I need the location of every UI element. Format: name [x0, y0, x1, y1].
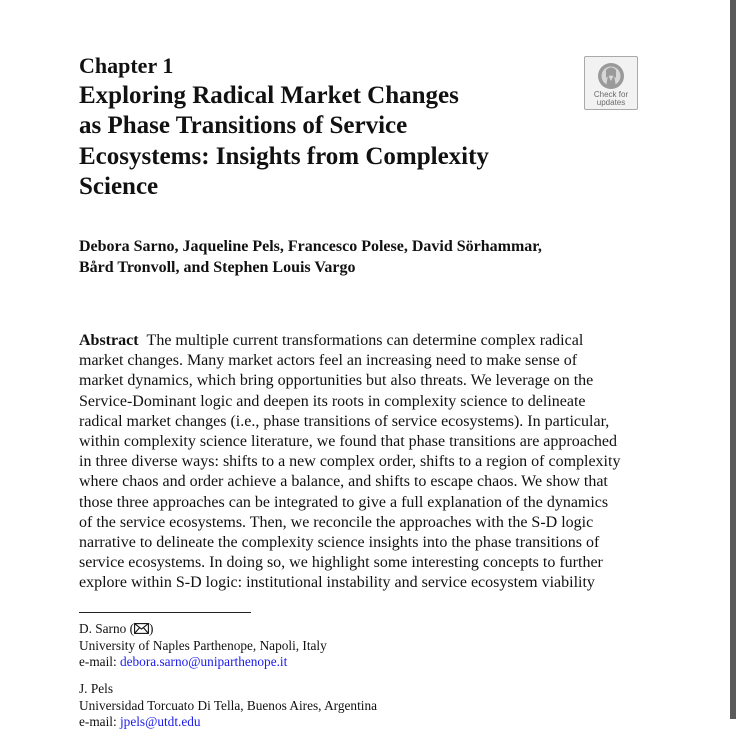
affiliation-institution: Universidad Torcuato Di Tella, Buenos Aires, Argentina: [79, 697, 378, 713]
abstract-line: market changes. Many market actors feel an increasing need to make sense of: [79, 352, 578, 370]
abstract-line: of the service ecosystems. Then, we reconcile the approaches with the S-D logic: [79, 513, 594, 531]
check-for-updates-icon: [596, 61, 626, 91]
email-label: e-mail:: [79, 654, 120, 669]
email-link[interactable]: jpels@utdt.edu: [119, 714, 201, 729]
badge-text-line: updates: [596, 97, 626, 107]
abstract-line: where chaos and order achieve a balance, and shifts to escape chaos. We show that: [79, 473, 608, 491]
abstract-line: in three diverse ways: shifts to a new complex order, shifts to a region of complexity: [79, 453, 621, 471]
email-label: e-mail:: [79, 714, 120, 729]
page-edge-shadow: [730, 0, 736, 719]
check-for-updates-badge[interactable]: [584, 56, 638, 110]
affiliation-sarno: [79, 621, 640, 671]
affiliation-institution: University of Naples Parthenope, Napoli, Italy: [79, 637, 327, 653]
affiliation-pels: [79, 681, 640, 731]
email-link[interactable]: debora.sarno@uniparthenope.it: [119, 654, 288, 669]
chapter-title-line: Science: [79, 172, 159, 200]
affiliation-email-line: [79, 654, 640, 671]
author-list: [79, 237, 640, 278]
footnote-divider: [79, 612, 251, 613]
chapter-label: Chapter 1: [79, 53, 174, 78]
envelope-icon[interactable]: [134, 623, 149, 634]
affiliation-name: J. Pels: [79, 681, 113, 696]
affiliation-name-close: ): [149, 621, 154, 636]
abstract-line: Service-Dominant logic and deepen its roots in complexity science to delineate: [79, 392, 586, 410]
abstract-line: explore within S-D logic: institutional instability and service ecosystem viability: [79, 574, 595, 592]
affiliation-email-line: [79, 714, 640, 731]
abstract-line: those three approaches can be integrated to give a full explanation of the dynamics: [79, 493, 609, 511]
abstract-first-line-text: The multiple current transformations can determine complex radical: [146, 332, 584, 349]
abstract: [79, 331, 640, 593]
chapter-title-line: Exploring Radical Market Changes: [79, 82, 459, 109]
abstract-line: within complexity science literature, we found that phase transitions are approached: [79, 432, 618, 450]
abstract-label: Abstract: [79, 332, 139, 349]
abstract-line: service ecosystems. In doing so, we highlight some interesting concepts to further: [79, 554, 603, 572]
chapter-title-line: as Phase Transitions of Service: [79, 112, 408, 140]
abstract-line: [79, 331, 640, 351]
author-line: Bård Tronvoll, and Stephen Louis Vargo: [79, 258, 356, 276]
chapter-title: [79, 81, 549, 202]
abstract-line: radical market changes (i.e., phase transitions of service ecosystems). In particular,: [79, 412, 610, 430]
abstract-line: market dynamics, which bring opportunities but also threats. We leverage on the: [79, 372, 594, 390]
affiliation-name-line: [79, 621, 640, 638]
chapter-title-line: Ecosystems: Insights from Complexity: [79, 142, 489, 170]
affiliation-name: D. Sarno (: [79, 621, 135, 636]
abstract-line: narrative to delineate the complexity science insights into the phase transitions of: [79, 533, 600, 551]
author-line: Debora Sarno, Jaqueline Pels, Francesco Polese, David Sörhammar,: [79, 238, 542, 255]
badge-text-line: Check for: [593, 90, 629, 99]
